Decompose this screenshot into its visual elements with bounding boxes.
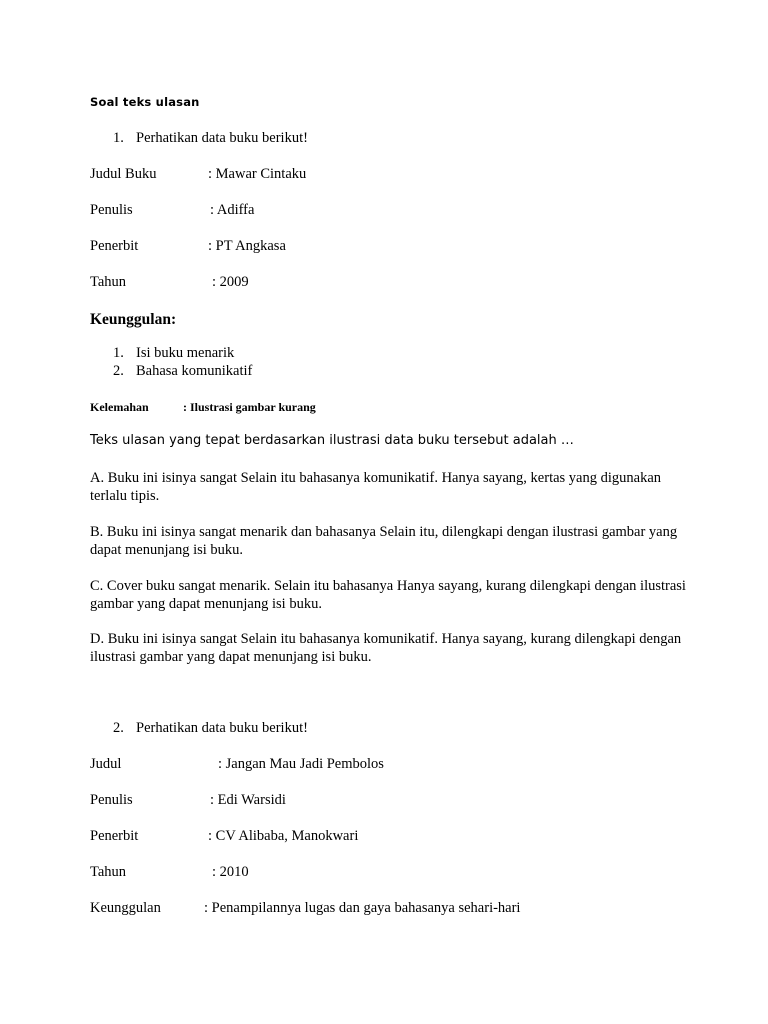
q2-field-label: Keunggulan <box>90 900 161 916</box>
document-title: Soal teks ulasan <box>90 95 200 109</box>
q2-field-label: Penulis <box>90 792 133 808</box>
q1-field-value: : Adiffa <box>210 202 255 218</box>
q2-field-value: : CV Alibaba, Manokwari <box>208 828 359 844</box>
q2-field-label: Tahun <box>90 864 127 880</box>
question-text: Teks ulasan yang tepat berdasarkan ilustrasi data buku tersebut adalah … <box>90 433 574 448</box>
answer-option-b: B. Buku ini isinya sangat menarik dan bahasanya Selain itu, dilengkapi dengan ilustrasi gambar yang dapat menunjang isi buku. <box>90 524 678 558</box>
answer-option-a: A. Buku ini isinya sangat Selain itu bahasanya komunikatif. Hanya sayang, kertas yang digunakan terlalu tipis. <box>90 470 662 504</box>
q1-field-value: : PT Angkasa <box>208 238 286 254</box>
q1-field-label: Judul Buku <box>90 166 157 182</box>
keunggulan-item-number: 1. <box>113 345 124 361</box>
q1-field-label: Penulis <box>90 202 133 218</box>
q1-field-value: : Mawar Cintaku <box>208 166 307 182</box>
q2-field-label: Judul <box>90 756 122 772</box>
q1-field-value: : 2009 <box>212 274 249 290</box>
keunggulan-item-number: 2. <box>113 363 124 379</box>
answer-option-c: C. Cover buku sangat menarik. Selain itu bahasanya Hanya sayang, kurang dilengkapi dengan ilustrasi gambar yang dapat menunjang isi buku. <box>90 578 686 612</box>
q2-number: 2. <box>113 720 124 736</box>
q2-field-value: : Penampilannya lugas dan gaya bahasanya sehari-hari <box>204 900 521 916</box>
q2-field-label: Penerbit <box>90 828 139 844</box>
q1-prompt: Perhatikan data buku berikut! <box>136 130 308 146</box>
q2-prompt: Perhatikan data buku berikut! <box>136 720 308 736</box>
keunggulan-heading: Keunggulan: <box>90 311 177 328</box>
q2-field-value: : 2010 <box>212 864 249 880</box>
kelemahan-label: Kelemahan <box>90 400 149 414</box>
q2-field-value: : Edi Warsidi <box>210 792 286 808</box>
answer-option-d: D. Buku ini isinya sangat Selain itu bahasanya komunikatif. Hanya sayang, kurang dilengkapi dengan ilustrasi gambar yang dapat menunjang isi buku. <box>90 631 682 665</box>
keunggulan-item: Bahasa komunikatif <box>136 363 253 379</box>
keunggulan-item: Isi buku menarik <box>136 345 235 361</box>
q2-field-value: : Jangan Mau Jadi Pembolos <box>218 756 384 772</box>
kelemahan-value: : Ilustrasi gambar kurang <box>183 400 316 414</box>
q1-number: 1. <box>113 130 124 146</box>
q1-field-label: Penerbit <box>90 238 139 254</box>
q1-field-label: Tahun <box>90 274 127 290</box>
